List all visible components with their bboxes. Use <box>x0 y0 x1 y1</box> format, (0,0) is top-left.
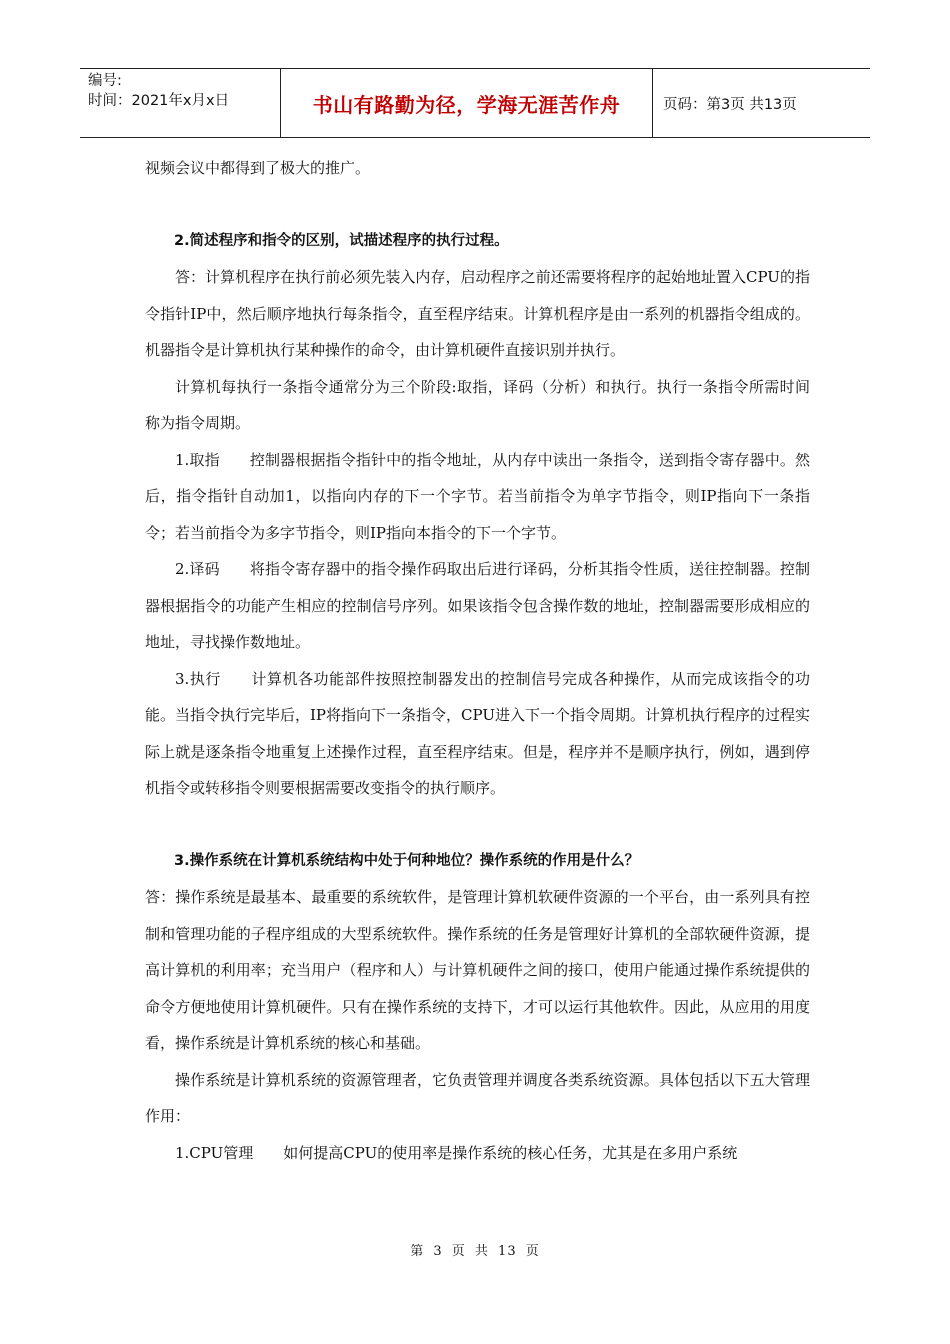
paragraph-continuation: 视频会议中都得到了极大的推广。 <box>145 159 371 177</box>
document-body <box>145 150 810 1171</box>
question-3-heading: 3.操作系统在计算机系统结构中处于何种地位？操作系统的作用是什么？ <box>174 852 640 869</box>
cpu-management <box>145 1135 810 1172</box>
step-fetch <box>145 442 810 552</box>
step-execute-text: 计算机各功能部件按照控制器发出的控制信号完成各种操作，从而完成该指令的功能。当指令执行完毕后，IP将指向下一条指令，CPU进入下一个指令周期。计算机执行程序的过程实际上就是逐条指令地重复上述操作过程，直至程序结束。但是，程序并不是顺序执行，例如，遇到停机指令或转移指令则要根据需要改变指令的执行顺序。 <box>145 669 810 797</box>
document-date: 时间：2021年x月x日 <box>88 93 230 109</box>
step-decode <box>145 551 810 661</box>
cpu-management-label: 1.CPU管理 <box>175 1143 254 1162</box>
header-meta <box>80 69 281 137</box>
step-execute <box>145 661 810 807</box>
answer-2-paragraph-2: 计算机每执行一条指令通常分为三个阶段:取指，译码（分析）和执行。执行一条指令所需时间称为指令周期。 <box>145 377 810 432</box>
step-decode-text: 将指令寄存器中的指令操作码取出后进行译码，分析其指令性质，送往控制器。控制器根据指令的功能产生相应的控制信号序列。如果该指令包含操作数的地址，控制器需要形成相应的地址，寻找操作数地址。 <box>145 560 811 651</box>
cpu-management-text: 如何提高CPU的使用率是操作系统的核心任务，尤其是在多用户系统 <box>283 1143 738 1162</box>
document-number-label: 编号: <box>88 73 122 89</box>
question-2-heading: 2.简述程序和指令的区别，试描述程序的执行过程。 <box>174 232 509 249</box>
step-fetch-text: 控制器根据指令指针中的指令地址，从内存中读出一条指令，送到指令寄存器中。然后，指令指针自动加1，以指向内存的下一个字节。若当前指令为单字节指令，则IP指向下一条指令；若当前指令为多字节指令，则IP指向本指令的下一个字节。 <box>145 450 811 542</box>
step-decode-label: 2.译码 <box>175 560 220 578</box>
page-footer: 第 3 页 共 13 页 <box>410 1244 540 1259</box>
step-execute-label: 3.执行 <box>175 669 221 688</box>
page-header <box>80 68 870 138</box>
answer-3-paragraph-2: 操作系统是计算机系统的资源管理者，它负责管理并调度各类系统资源。具体包括以下五大管理作用： <box>145 1070 810 1125</box>
header-motto: 书山有路勤为径，学海无涯苦作舟 <box>281 69 653 137</box>
header-page-indicator: 页码：第3页 共13页 <box>663 96 797 113</box>
answer-2-paragraph-1: 答：计算机程序在执行前必须先装入内存，启动程序之前还需要将程序的起始地址置入CPU的指令指针IP中，然后顺序地执行每条指令，直至程序结束。计算机程序是由一系列的机器指令组成的。机器指令是计算机执行某种操作的命令，由计算机硬件直接识别并执行。 <box>145 268 810 359</box>
step-fetch-label: 1.取指 <box>175 450 220 469</box>
answer-3-paragraph-1: 答：操作系统是最基本、最重要的系统软件，是管理计算机软硬件资源的一个平台，由一系列具有控制和管理功能的子程序组成的大型系统软件。操作系统的任务是管理好计算机的全部软硬件资源，提高计算机的利用率；充当用户（程序和人）与计算机硬件之间的接口，使用户能通过操作系统提供的命令方便地使用计算机硬件。只有在操作系统的支持下，才可以运行其他软件。因此，从应用的用度看，操作系统是计算机系统的核心和基础。 <box>145 888 810 1052</box>
